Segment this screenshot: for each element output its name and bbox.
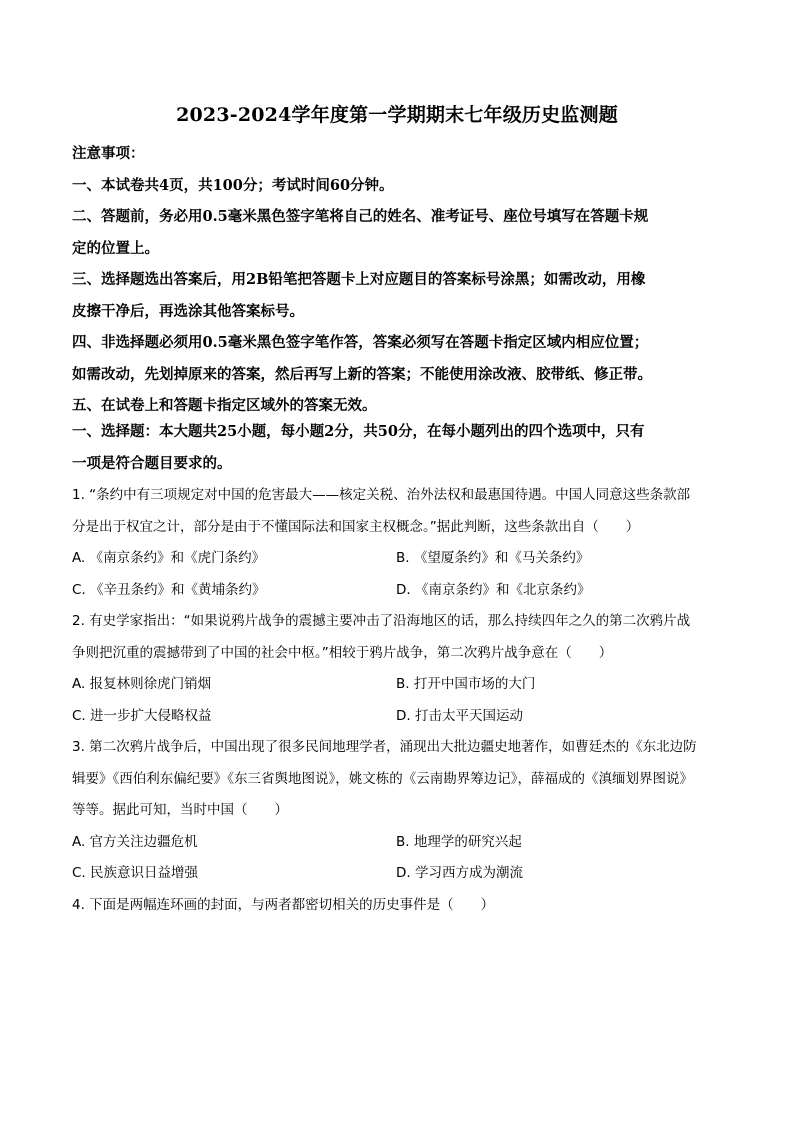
question-stem: 1. “条约中有三项规定对中国的危害最大——核定关税、治外法权和最惠国待遇。中国人同意这些条款部 <box>72 487 691 503</box>
question-stem: 等等。据此可知，当时中国（ ） <box>72 802 288 818</box>
question-3 <box>72 732 732 890</box>
option-d: D. 《南京条约》和《北京条约》 <box>396 581 591 598</box>
question-stem: 分是出于权宜之计，部分是由于不懂国际法和国家主权概念。”据此判断，这些条款出自（ ） <box>72 518 640 535</box>
option-row <box>72 575 732 607</box>
option-b: B. 打开中国市场的大门 <box>396 676 536 692</box>
option-d: D. 学习西方成为潮流 <box>396 865 523 881</box>
question-stem: 2. 有史学家指出：“如果说鸦片战争的震撼主要冲击了沿海地区的话，那么持续四年之久的第二次鸦片战 <box>72 613 691 629</box>
section-line: 一、选择题：本大题共25小题，每小题2分，共50分，在每小题列出的四个选项中，只有 <box>72 423 645 440</box>
option-row <box>72 858 732 890</box>
option-row <box>72 669 732 701</box>
notes-line: 皮擦干净后，再选涂其他答案标号。 <box>72 302 304 320</box>
option-b: B. 地理学的研究兴起 <box>396 833 522 850</box>
notes-line: 四、非选择题必须用0.5毫米黑色签字笔作答，答案必须写在答题卡指定区域内相应位置； <box>72 334 649 351</box>
question-stem: 争则把沉重的震撼带到了中国的社会中枢。”相较于鸦片战争，第二次鸦片战争意在（ ） <box>72 644 613 661</box>
notes-line: 二、答题前，务必用0.5毫米黑色签字笔将自己的姓名、准考证号、座位号填写在答题卡规 <box>72 208 649 225</box>
option-row <box>72 701 732 733</box>
option-c: C. 民族意识日益增强 <box>72 865 199 881</box>
question-1 <box>72 480 732 606</box>
notes-block <box>72 138 722 422</box>
notes-line: 一、本试卷共4页，共100分；考试时间60分钟。 <box>72 176 394 194</box>
option-a: A. 官方关注边疆危机 <box>72 833 198 850</box>
question-stem: 辑要》《西伯利东偏纪要》《东三省舆地图说》，姚文栋的《云南勘界筹边记》，薛福成的《滇缅划界图说》 <box>72 770 693 787</box>
question-stem: 4. 下面是两幅连环画的封面，与两者都密切相关的历史事件是（ ） <box>72 896 495 913</box>
section-line: 一项是符合题目要求的。 <box>72 455 232 472</box>
page-title: 2023-2024学年度第一学期期末七年级历史监测题 <box>176 104 618 126</box>
option-b: B. 《望厦条约》和《马关条约》 <box>396 550 590 566</box>
notes-line: 如需改动，先划掉原来的答案，然后再写上新的答案；不能使用涂改液、胶带纸、修正带。 <box>72 365 652 383</box>
option-a: A. 《南京条约》和《虎门条约》 <box>72 550 266 566</box>
option-row <box>72 827 732 859</box>
notes-line: 三、选择题选出答案后，用2B铅笔把答题卡上对应题目的答案标号涂黑；如需改动，用橡 <box>72 271 646 288</box>
questions-list <box>72 480 732 921</box>
option-a: A. 报复林则徐虎门销烟 <box>72 676 212 692</box>
option-row <box>72 543 732 575</box>
notes-heading: 注意事项： <box>72 145 145 162</box>
question-stem: 3. 第二次鸦片战争后，中国出现了很多民间地理学者，涌现出大批边疆史地著作，如曹廷杰的《东北边防 <box>72 739 697 755</box>
option-c: C. 《辛丑条约》和《黄埔条约》 <box>72 581 266 598</box>
section-heading <box>72 416 732 480</box>
notes-line: 五、在试卷上和答题卡指定区域外的答案无效。 <box>72 397 377 414</box>
option-d: D. 打击太平天国运动 <box>396 707 523 724</box>
notes-line: 定的位置上。 <box>72 239 159 257</box>
question-2 <box>72 606 732 732</box>
option-c: C. 进一步扩大侵略权益 <box>72 707 212 724</box>
question-4 <box>72 890 732 922</box>
